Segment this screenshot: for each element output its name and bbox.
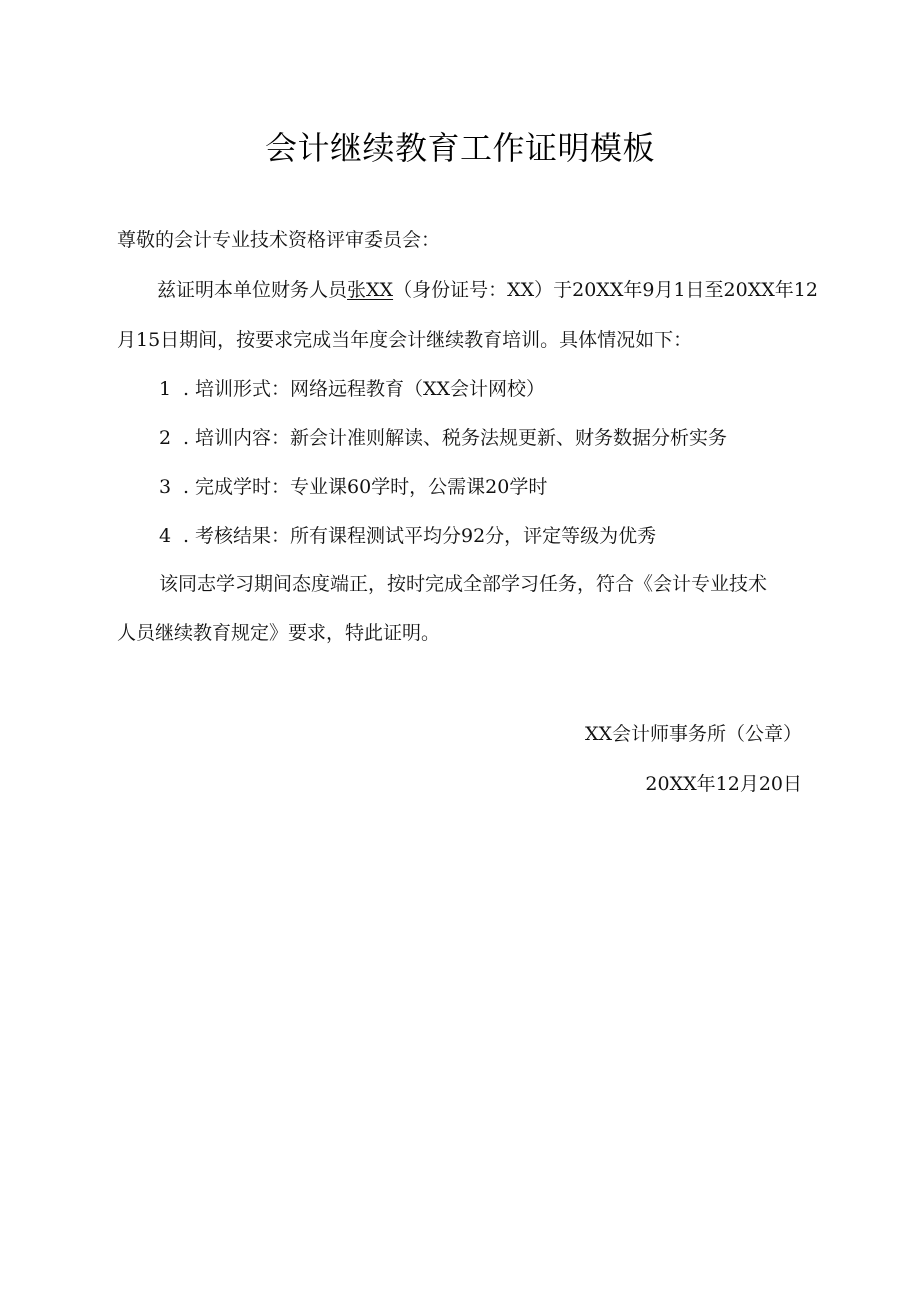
list-item-text: 培训形式：网络远程教育（XX会计网校）	[195, 378, 546, 400]
list-item	[159, 375, 545, 403]
list-item-dot: .	[183, 525, 190, 547]
closing-paragraph-line-2: 人员继续教育规定》要求，特此证明。	[117, 622, 441, 644]
list-item-dot: .	[183, 476, 190, 498]
list-item-dot: .	[183, 378, 190, 400]
list-item-number: 4	[159, 525, 172, 547]
certification-intro-text: 兹证明本单位财务人员	[157, 279, 348, 301]
list-item-number: 1	[159, 378, 172, 400]
person-name: 张XX	[347, 279, 394, 301]
salutation: 尊敬的会计专业技术资格评审委员会：	[117, 229, 441, 251]
closing-paragraph-line-1: 该同志学习期间态度端正，按时完成全部学习任务，符合《会计专业技术	[159, 573, 768, 595]
list-item-text: 培训内容：新会计准则解读、税务法规更新、财务数据分析实务	[195, 427, 728, 449]
list-item	[159, 424, 727, 452]
list-item	[159, 473, 547, 501]
list-item	[159, 522, 656, 550]
list-item-dot: .	[183, 427, 190, 449]
list-item-number: 2	[159, 427, 172, 449]
signature-date: 20XX年12月20日	[645, 773, 802, 795]
signature-organization: XX会计师事务所（公章）	[584, 723, 802, 745]
certification-paragraph-line-2: 月15日期间，按要求完成当年度会计继续教育培训。具体情况如下：	[117, 329, 693, 351]
certification-period-text: （身份证号：XX）于20XX年9月1日至20XX年12	[393, 279, 818, 301]
certification-paragraph-line-1	[157, 276, 818, 304]
list-item-number: 3	[159, 476, 172, 498]
document-title: 会计继续教育工作证明模板	[264, 129, 655, 167]
list-item-text: 完成学时：专业课60学时，公需课20学时	[195, 476, 548, 498]
list-item-text: 考核结果：所有课程测试平均分92分，评定等级为优秀	[195, 525, 657, 547]
